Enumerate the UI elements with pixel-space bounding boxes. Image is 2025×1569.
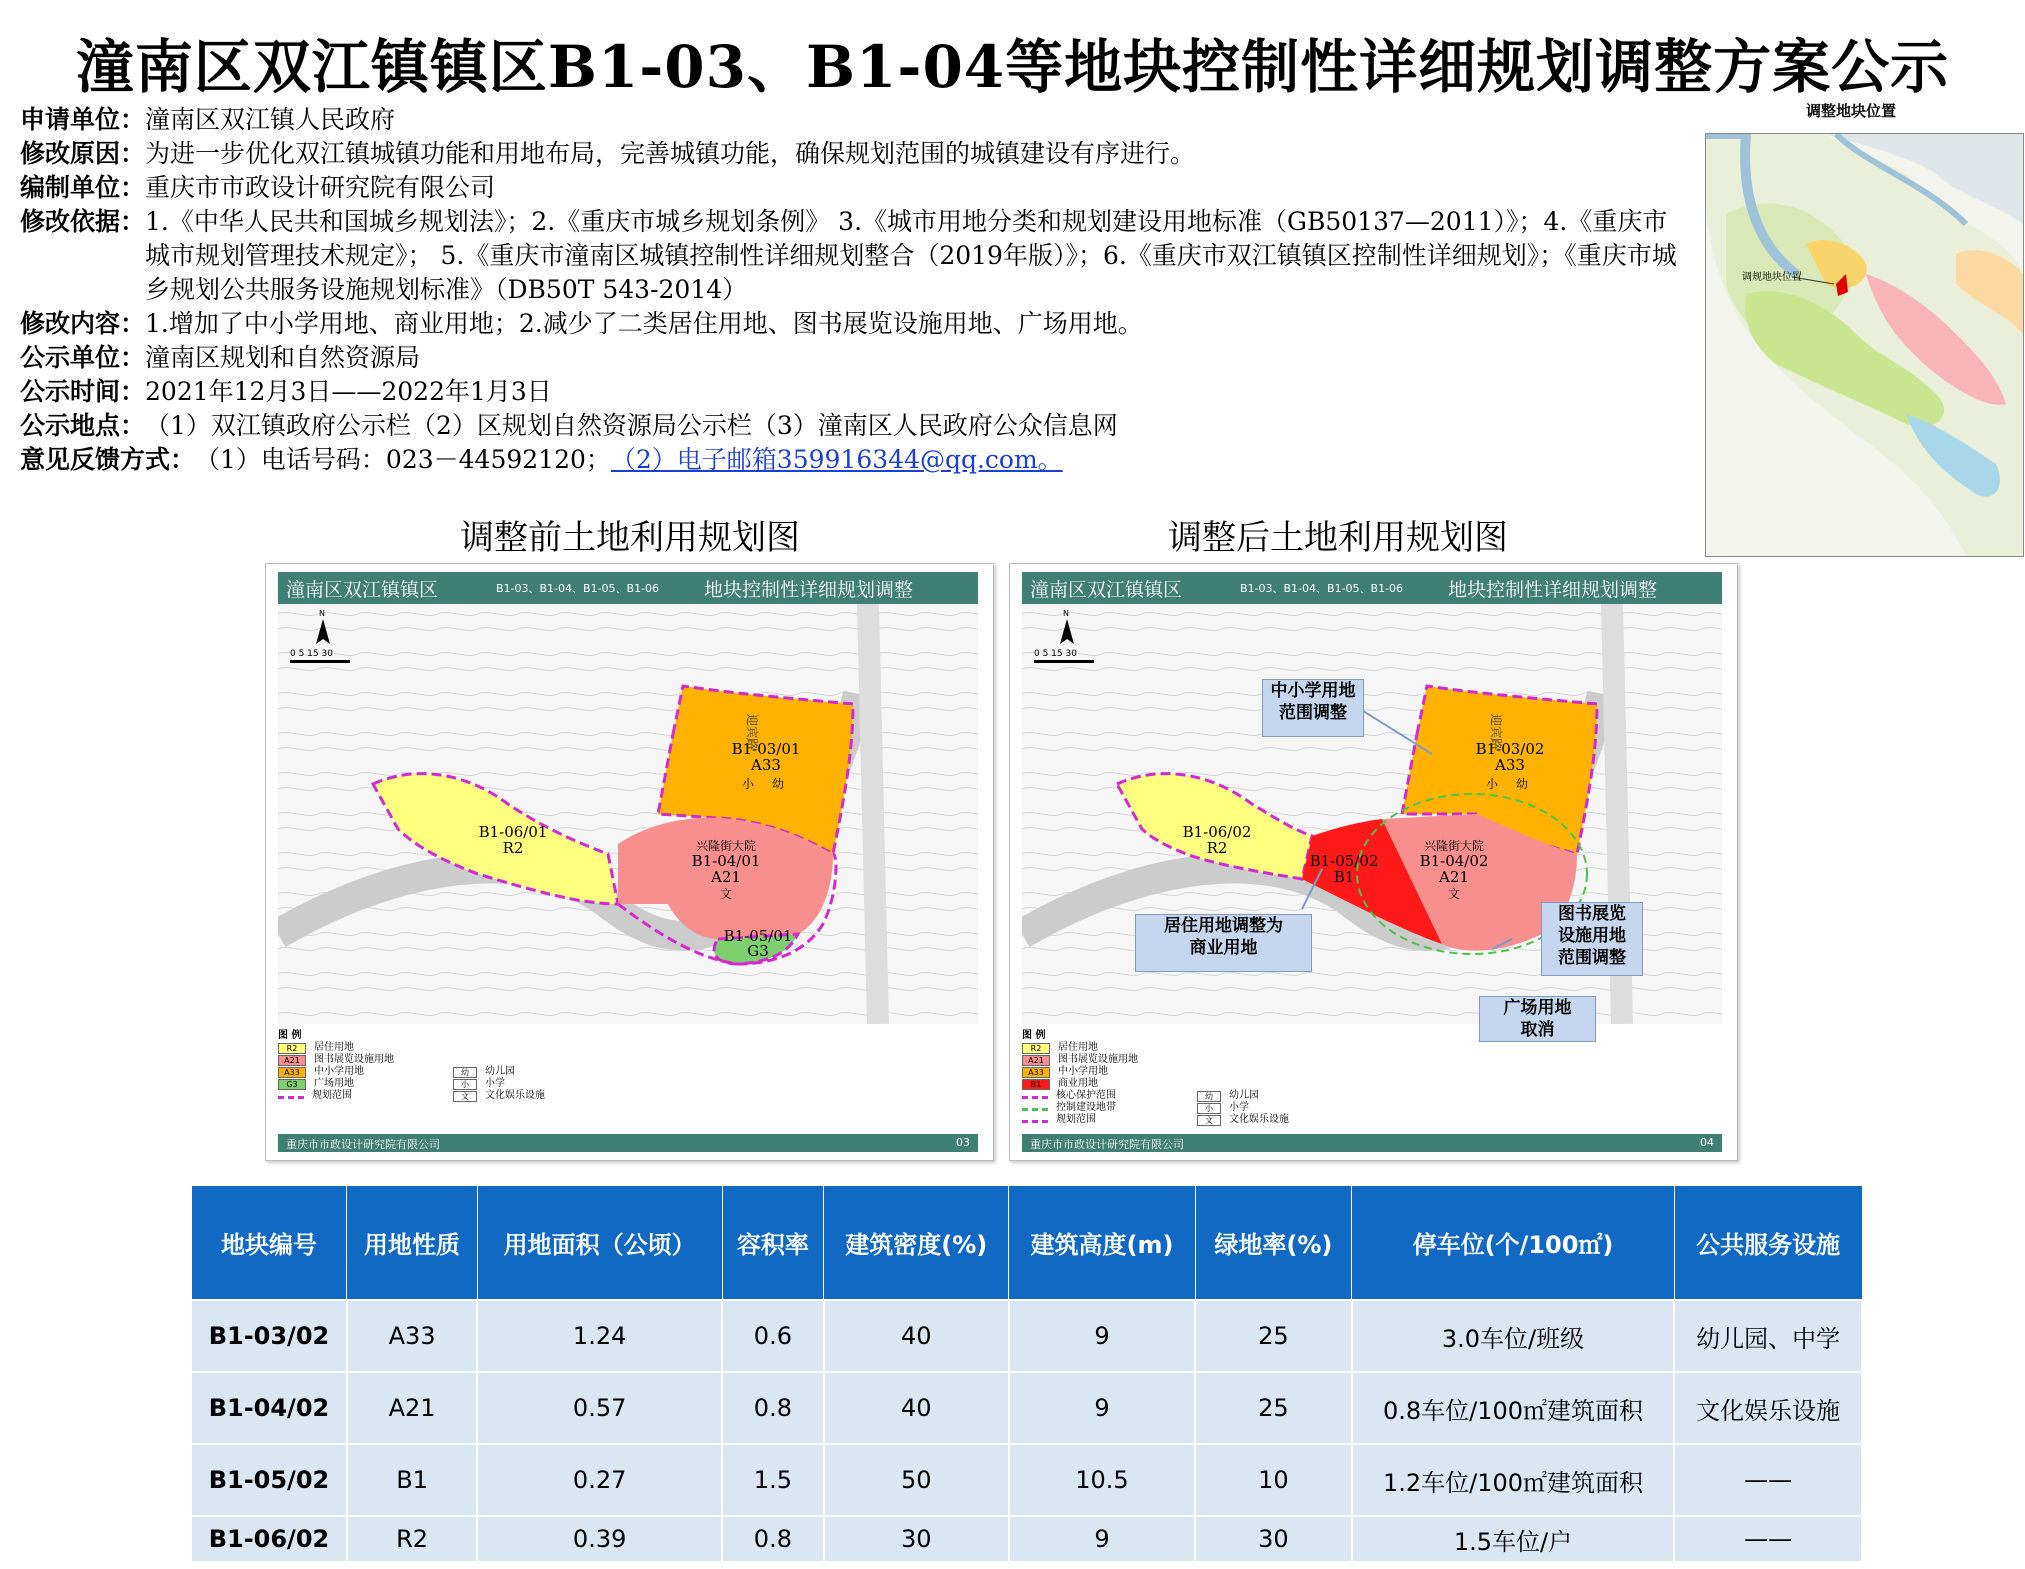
legend-item: [278, 1090, 608, 1102]
table-cell: 25: [1195, 1372, 1352, 1444]
map-after-header: [1022, 572, 1722, 604]
legend-item: [1022, 1090, 1352, 1102]
map-footer: [1022, 1134, 1722, 1152]
table-row: [191, 1444, 1862, 1516]
legend-symbol: 幼: [453, 1067, 477, 1078]
info-label: 公示时间：: [20, 377, 146, 406]
table-header: 建筑高度(m): [1009, 1186, 1195, 1301]
legend-item: [278, 1066, 608, 1078]
table-cell: R2: [347, 1516, 477, 1562]
map-before-graphic: [278, 604, 978, 1024]
parcel-indicator-table: [190, 1185, 1863, 1563]
legend-label: 控制建设地带: [1056, 1102, 1116, 1113]
info-label: 修改内容：: [20, 309, 146, 338]
info-label: 意见反馈方式：: [20, 445, 196, 474]
table-cell: 0.39: [477, 1516, 722, 1562]
info-basis: [20, 205, 1680, 307]
legend-swatch: A33: [1022, 1067, 1050, 1078]
map-after: [1009, 563, 1738, 1161]
legend-item: [1022, 1054, 1352, 1066]
table-cell: 1.5车位/户: [1352, 1516, 1675, 1562]
legend-swatch: G3: [278, 1079, 306, 1090]
map-header-parcels: B1-03、B1-04、B1-05、B1-06: [1240, 582, 1404, 595]
info-value: 1.增加了中小学用地、商业用地；2.减少了二类居住用地、图书展览设施用地、广场用地。: [145, 309, 1143, 338]
table-row: [191, 1372, 1862, 1444]
inset-title: 调整地块位置: [1806, 102, 1897, 120]
table-cell: 1.5: [722, 1444, 824, 1516]
legend-item: [1022, 1114, 1352, 1126]
table-cell: 10.5: [1009, 1444, 1195, 1516]
table-cell: ——: [1674, 1444, 1862, 1516]
parcel-landuse: G3: [747, 942, 769, 960]
table-cell: 幼儿园、中学: [1674, 1300, 1862, 1372]
info-value: （1）双江镇政府公示栏（2）区规划自然资源局公示栏（3）潼南区人民政府公众信息网: [145, 411, 1118, 440]
info-value: 潼南区双江镇人民政府: [145, 105, 396, 134]
location-inset-map: [1705, 133, 2024, 557]
table-cell: 0.8车位/100㎡建筑面积: [1352, 1372, 1675, 1444]
table-header: 绿地率(%): [1195, 1186, 1352, 1301]
info-publisher: [20, 341, 1680, 375]
info-label: 公示单位：: [20, 343, 146, 372]
info-label: 修改依据：: [20, 207, 146, 236]
legend-item: [1022, 1102, 1352, 1114]
table-cell: 50: [824, 1444, 1009, 1516]
table-cell: 9: [1009, 1300, 1195, 1372]
inset-marker-label: 调规地块位置: [1742, 272, 1802, 283]
legend-item: [278, 1042, 608, 1054]
info-content: [20, 307, 1680, 341]
legend-swatch: A21: [1022, 1055, 1050, 1066]
info-value: 1.《中华人民共和国城乡规划法》；2.《重庆市城乡规划条例》 3.《城市用地分类和规划建设用地标准（GB50137—2011）》；4.《重庆市城市规划管理技术规定》； 5.《重庆市潼南区城镇控制性详细规划整合（2019年版）》；6.《重庆市双江镇镇区控制性详细规划》；《重庆市城乡规划公共服务设施规划标准》（DB50T 543-2014）: [145, 207, 1677, 304]
info-time: [20, 375, 1680, 409]
map-before: [265, 563, 994, 1161]
legend-symbol: 小: [453, 1079, 477, 1090]
legend-symbol: 文: [1197, 1115, 1221, 1126]
parcel-landuse: A33: [1495, 756, 1525, 774]
map-legend: [278, 1030, 608, 1102]
legend-dashed-line: [278, 1096, 304, 1099]
table-cell: B1-05/02: [191, 1444, 347, 1516]
legend-swatch: R2: [278, 1043, 306, 1054]
table-header-row: [191, 1186, 1862, 1301]
page-title: 潼南区双江镇镇区B1-03、B1-04等地块控制性详细规划调整方案公示: [75, 33, 1950, 101]
facility-kindergarten-icon: 幼: [1515, 777, 1529, 791]
legend-swatch: A21: [278, 1055, 306, 1066]
map-before-header: [278, 572, 978, 604]
table-cell: B1: [347, 1444, 477, 1516]
legend-dashed-line: [1022, 1108, 1048, 1111]
table-cell: 1.24: [477, 1300, 722, 1372]
parcel-code: B1-06/01: [478, 823, 548, 841]
table-header: 停车位(个/100㎡): [1352, 1186, 1675, 1301]
info-label: 编制单位：: [20, 173, 146, 202]
table-cell: 0.57: [477, 1372, 722, 1444]
map-header-title: 潼南区双江镇镇区: [286, 579, 439, 601]
legend-symbol: 文: [453, 1091, 477, 1102]
legend-item: [1022, 1042, 1352, 1054]
parcel-code: B1-03/02: [1475, 740, 1545, 758]
legend-symbol: 幼: [1197, 1091, 1221, 1102]
map-before-caption: 调整前土地利用规划图: [460, 518, 800, 558]
parcel-landuse: A21: [711, 868, 741, 886]
table-cell: 文化娱乐设施: [1674, 1372, 1862, 1444]
legend-item: [1022, 1066, 1352, 1078]
parcel-code: B1-04/01: [691, 852, 761, 870]
table-cell: ——: [1674, 1516, 1862, 1562]
legend-symbol: 小: [1197, 1103, 1221, 1114]
inset-map-graphic: [1706, 134, 2023, 556]
facility-culture-icon: 文: [719, 887, 733, 901]
legend-item: [278, 1054, 608, 1066]
table-cell: 0.8: [722, 1372, 824, 1444]
table-cell: A33: [347, 1300, 477, 1372]
info-feedback: [20, 443, 1680, 477]
legend-label: 居住用地: [1058, 1042, 1098, 1053]
footer-org: 重庆市市政设计研究院有限公司: [286, 1138, 440, 1151]
legend-title: 图 例: [1022, 1030, 1046, 1041]
road-label: 迎宾路: [745, 714, 759, 751]
parcel-landuse: R2: [502, 839, 524, 857]
table-cell: 40: [824, 1300, 1009, 1372]
legend-dashed-line: [1022, 1096, 1048, 1099]
legend-item: [278, 1078, 608, 1090]
scale-label: 0 5 15 30: [290, 649, 333, 659]
table-cell: 25: [1195, 1300, 1352, 1372]
parcel-code: B1-03/01: [731, 740, 801, 758]
map-header-parcels: B1-03、B1-04、B1-05、B1-06: [496, 582, 660, 595]
table-cell: 0.8: [722, 1516, 824, 1562]
legend-label: 文化娱乐设施: [1229, 1114, 1289, 1125]
table-header: 容积率: [722, 1186, 824, 1301]
legend-label: 图书展览设施用地: [1058, 1054, 1138, 1065]
parcel-landuse: A33: [751, 756, 781, 774]
table-cell: 0.27: [477, 1444, 722, 1516]
legend-label: 文化娱乐设施: [485, 1090, 545, 1101]
info-reason: [20, 137, 1680, 171]
map-header-title: 潼南区双江镇镇区: [1030, 579, 1183, 601]
legend-label: 居住用地: [314, 1042, 354, 1053]
legend-swatch: B1: [1022, 1079, 1050, 1090]
info-place: [20, 409, 1680, 443]
road-label: 迎宾路: [1489, 714, 1503, 751]
scale-label: 0 5 15 30: [1034, 649, 1077, 659]
place-name: 兴隆街大院: [1423, 839, 1485, 853]
table-cell: 30: [824, 1516, 1009, 1562]
map-after-caption: 调整后土地利用规划图: [1168, 518, 1508, 558]
feedback-phone: （1）电话号码：023－44592120；: [195, 445, 611, 474]
table-cell: A21: [347, 1372, 477, 1444]
legend-label: 广场用地: [314, 1078, 354, 1089]
parcel-code: B1-05/02: [1309, 852, 1379, 870]
legend-label: 核心保护范围: [1056, 1090, 1116, 1101]
legend-title: 图 例: [278, 1030, 302, 1041]
legend-label: 幼儿园: [485, 1066, 515, 1077]
info-value: 2021年12月3日——2022年1月3日: [145, 377, 552, 406]
table-cell: 1.2车位/100㎡建筑面积: [1352, 1444, 1675, 1516]
parcel-landuse: R2: [1206, 839, 1228, 857]
parcel-code: B1-04/02: [1419, 852, 1489, 870]
info-editor: [20, 171, 1680, 205]
legend-label: 规划范围: [1056, 1114, 1096, 1125]
facility-kindergarten-icon: 幼: [771, 777, 785, 791]
callout-library-adjust: 图书展览 设施用地 范围调整: [1541, 902, 1643, 976]
facility-school-icon: 小: [1485, 777, 1499, 791]
legend-label: 小学: [1229, 1102, 1249, 1113]
parcel-code: B1-06/02: [1182, 823, 1252, 841]
legend-dashed-line: [1022, 1120, 1048, 1123]
legend-item: [1022, 1078, 1352, 1090]
legend-label: 中小学用地: [1058, 1066, 1108, 1077]
notice-info: [20, 103, 1680, 477]
info-value: 为进一步优化双江镇城镇功能和用地布局，完善城镇功能，确保规划范围的城镇建设有序进行。: [145, 139, 1196, 168]
place-name: 兴隆街大院: [695, 839, 757, 853]
north-label: N: [1063, 609, 1069, 618]
table-row: [191, 1516, 1862, 1562]
table-cell: 9: [1009, 1372, 1195, 1444]
table-header: 用地性质: [347, 1186, 477, 1301]
parcel-code: B1-05/01: [723, 927, 793, 945]
legend-label: 商业用地: [1058, 1078, 1098, 1089]
table-header: 用地面积（公顷）: [477, 1186, 722, 1301]
info-label: 申请单位：: [20, 105, 146, 134]
footer-page: 03: [956, 1136, 970, 1149]
table-cell: 10: [1195, 1444, 1352, 1516]
map-legend: [1022, 1030, 1352, 1126]
parcel-landuse: A21: [1439, 868, 1469, 886]
table-header: 地块编号: [191, 1186, 347, 1301]
facility-school-icon: 小: [741, 777, 755, 791]
table-cell: 40: [824, 1372, 1009, 1444]
info-label: 公示地点：: [20, 411, 146, 440]
table-cell: 30: [1195, 1516, 1352, 1562]
legend-label: 规划范围: [312, 1090, 352, 1101]
facility-culture-icon: 文: [1447, 887, 1461, 901]
info-value: 重庆市市政设计研究院有限公司: [145, 173, 496, 202]
map-footer: [278, 1134, 978, 1152]
table-cell: B1-06/02: [191, 1516, 347, 1562]
table-cell: 0.6: [722, 1300, 824, 1372]
table-cell: 9: [1009, 1516, 1195, 1562]
map-header-subject: 地块控制性详细规划调整: [704, 579, 914, 601]
table-cell: 3.0车位/班级: [1352, 1300, 1675, 1372]
info-value: 潼南区规划和自然资源局: [145, 343, 421, 372]
table-header: 建筑密度(%): [824, 1186, 1009, 1301]
info-applicant: [20, 103, 1680, 137]
table-cell: B1-03/02: [191, 1300, 347, 1372]
legend-swatch: A33: [278, 1067, 306, 1078]
feedback-email-link[interactable]: （2）电子邮箱359916344@qq.com。: [610, 445, 1063, 474]
legend-label: 幼儿园: [1229, 1090, 1259, 1101]
footer-org: 重庆市市政设计研究院有限公司: [1030, 1138, 1184, 1151]
callout-school-adjust: 中小学用地 范围调整: [1262, 679, 1364, 737]
legend-swatch: R2: [1022, 1043, 1050, 1054]
legend-label: 中小学用地: [314, 1066, 364, 1077]
map-header-subject: 地块控制性详细规划调整: [1448, 579, 1658, 601]
parcel-landuse: B1: [1333, 868, 1355, 886]
north-label: N: [319, 609, 325, 618]
footer-page: 04: [1700, 1136, 1714, 1149]
table-row: [191, 1300, 1862, 1372]
callout-residential-to-commercial: 居住用地调整为 商业用地: [1135, 914, 1312, 972]
table-cell: B1-04/02: [191, 1372, 347, 1444]
table-header: 公共服务设施: [1674, 1186, 1862, 1301]
callout-plaza-removed: 广场用地 取消: [1479, 996, 1596, 1042]
legend-label: 图书展览设施用地: [314, 1054, 394, 1065]
legend-label: 小学: [485, 1078, 505, 1089]
info-label: 修改原因：: [20, 139, 146, 168]
